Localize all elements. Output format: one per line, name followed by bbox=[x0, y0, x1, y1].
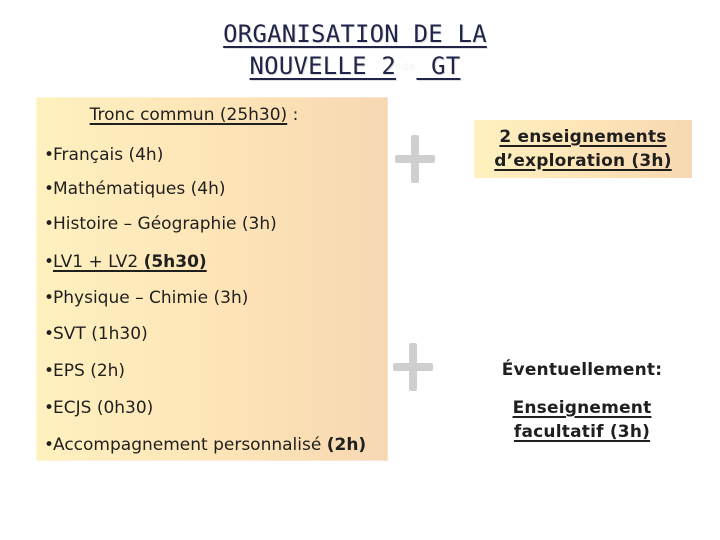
bullet-icon: • bbox=[44, 435, 55, 455]
course-item bbox=[44, 433, 366, 457]
title-line-2-prefix: NOUVELLE 2 bbox=[249, 52, 397, 80]
course-label: Français (4h) bbox=[53, 145, 164, 165]
title-line-1: ORGANISATION DE LA bbox=[223, 20, 487, 48]
course-label: EPS (2h) bbox=[53, 361, 126, 381]
course-label: Mathématiques (4h) bbox=[53, 179, 226, 199]
bullet-icon: • bbox=[44, 252, 55, 272]
bullet-icon: • bbox=[44, 179, 55, 199]
course-item bbox=[44, 250, 207, 274]
course-item bbox=[44, 396, 153, 420]
page-title bbox=[120, 18, 590, 83]
plus-icon-horizontal bbox=[395, 155, 435, 163]
course-label-bold: (2h) bbox=[326, 435, 367, 455]
course-item bbox=[44, 359, 125, 383]
course-label-prefix: LV1 + LV2 bbox=[53, 252, 144, 272]
bullet-icon: • bbox=[44, 324, 55, 344]
exploration-text bbox=[474, 125, 692, 173]
optional-label: Éventuellement: bbox=[501, 360, 663, 380]
course-label-bold: (5h30) bbox=[143, 252, 207, 272]
title-line-2-suffix: GT bbox=[416, 52, 461, 80]
bullet-icon: • bbox=[44, 398, 55, 418]
title-line-2 bbox=[120, 50, 590, 83]
plus-icon-horizontal bbox=[393, 363, 433, 371]
course-label: ECJS (0h30) bbox=[53, 398, 154, 418]
plus-icon bbox=[393, 343, 433, 391]
facultatif-line-1: Enseignement bbox=[512, 398, 652, 418]
tronc-commun-heading-main: Tronc commun (25h30) bbox=[89, 105, 288, 125]
tronc-commun-heading-suffix: : bbox=[287, 105, 299, 125]
bullet-icon: • bbox=[44, 288, 55, 308]
course-item bbox=[44, 322, 148, 346]
bullet-icon: • bbox=[44, 361, 55, 381]
facultatif-text bbox=[458, 396, 706, 444]
tronc-commun-heading bbox=[0, 103, 388, 127]
bullet-icon: • bbox=[44, 145, 55, 165]
plus-icon bbox=[395, 135, 435, 183]
course-item bbox=[44, 286, 248, 310]
title-line-2-superscript: nde bbox=[395, 60, 416, 73]
exploration-line-1: 2 enseignements bbox=[499, 127, 667, 147]
course-label: Histoire – Géographie (3h) bbox=[53, 214, 277, 234]
course-item bbox=[44, 143, 163, 167]
course-item bbox=[44, 212, 277, 236]
course-label-prefix: Accompagnement personnalisé bbox=[53, 435, 327, 455]
course-item bbox=[44, 177, 226, 201]
exploration-line-2: d’exploration (3h) bbox=[494, 151, 672, 171]
course-label: SVT (1h30) bbox=[53, 324, 148, 344]
course-label: Physique – Chimie (3h) bbox=[53, 288, 249, 308]
exploration-box bbox=[474, 120, 692, 178]
bullet-icon: • bbox=[44, 214, 55, 234]
facultatif-line-2: facultatif (3h) bbox=[513, 422, 651, 442]
